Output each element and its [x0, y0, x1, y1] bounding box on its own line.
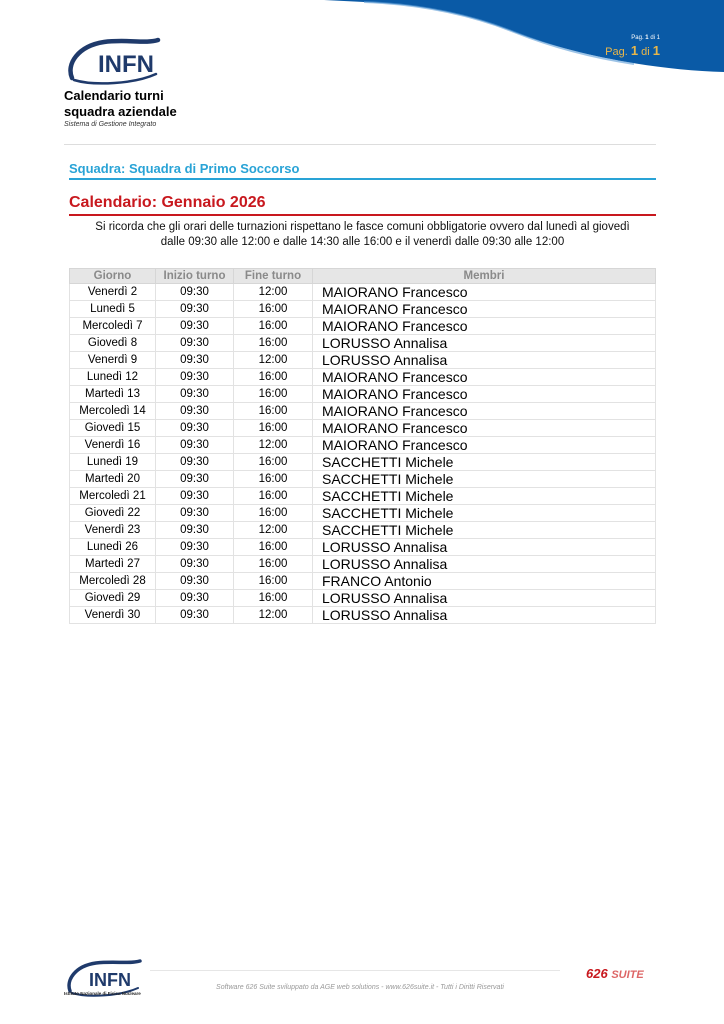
footer-logo-text: INFN	[89, 970, 131, 990]
table-row	[70, 437, 656, 454]
schedule-note-line1: Si ricorda che gli orari delle turnazioni rispettano le fasce comuni obbligatorie ovvero dal lunedì al giovedì	[95, 221, 630, 233]
table-row	[70, 318, 656, 335]
cell-giorno: Venerdì 16	[70, 437, 156, 454]
cell-membri: SACCHETTI Michele	[313, 505, 656, 522]
cell-membri: MAIORANO Francesco	[313, 284, 656, 301]
cell-fine-turno: 16:00	[234, 573, 313, 590]
cell-giorno: Lunedì 19	[70, 454, 156, 471]
brand-suite: SUITE	[611, 969, 644, 981]
cell-membri: MAIORANO Francesco	[313, 386, 656, 403]
cell-inizio-turno: 09:30	[156, 369, 234, 386]
cell-membri: LORUSSO Annalisa	[313, 556, 656, 573]
cell-membri: MAIORANO Francesco	[313, 318, 656, 335]
table-row	[70, 352, 656, 369]
table-row	[70, 573, 656, 590]
logo-text: INFN	[98, 51, 154, 78]
cell-inizio-turno: 09:30	[156, 573, 234, 590]
cell-fine-turno: 12:00	[234, 437, 313, 454]
cell-inizio-turno: 09:30	[156, 386, 234, 403]
cell-inizio-turno: 09:30	[156, 301, 234, 318]
cell-inizio-turno: 09:30	[156, 539, 234, 556]
cell-membri: MAIORANO Francesco	[313, 369, 656, 386]
cell-fine-turno: 16:00	[234, 369, 313, 386]
footer-credits: Software 626 Suite sviluppato da AGE web solutions - www.626suite.it - Tutti i Diritti Riservati	[216, 984, 504, 991]
page-number-small	[631, 35, 660, 41]
suite-brand-logo	[586, 966, 644, 981]
cell-membri: SACCHETTI Michele	[313, 522, 656, 539]
cell-inizio-turno: 09:30	[156, 352, 234, 369]
cell-giorno: Venerdì 23	[70, 522, 156, 539]
cell-giorno: Venerdì 2	[70, 284, 156, 301]
cell-giorno: Giovedì 8	[70, 335, 156, 352]
cell-membri: LORUSSO Annalisa	[313, 590, 656, 607]
page-number	[605, 43, 660, 58]
squad-heading: Squadra: Squadra di Primo Soccorso	[69, 161, 656, 180]
footer-logo-caption: Istituto Nazionale di Fisica Nucleare	[64, 991, 141, 996]
page-current: 1	[630, 43, 639, 58]
table-row	[70, 471, 656, 488]
table-row	[70, 505, 656, 522]
cell-inizio-turno: 09:30	[156, 488, 234, 505]
cell-membri: LORUSSO Annalisa	[313, 607, 656, 624]
cell-fine-turno: 16:00	[234, 590, 313, 607]
table-row	[70, 369, 656, 386]
cell-fine-turno: 12:00	[234, 607, 313, 624]
cell-inizio-turno: 09:30	[156, 556, 234, 573]
cell-inizio-turno: 09:30	[156, 590, 234, 607]
cell-inizio-turno: 09:30	[156, 403, 234, 420]
cell-membri: SACCHETTI Michele	[313, 454, 656, 471]
cell-membri: FRANCO Antonio	[313, 573, 656, 590]
cell-membri: MAIORANO Francesco	[313, 403, 656, 420]
cell-fine-turno: 16:00	[234, 505, 313, 522]
table-row	[70, 335, 656, 352]
cell-giorno: Venerdì 9	[70, 352, 156, 369]
brand-number: 626	[586, 966, 608, 981]
cell-membri: LORUSSO Annalisa	[313, 352, 656, 369]
cell-fine-turno: 16:00	[234, 556, 313, 573]
cell-giorno: Giovedì 15	[70, 420, 156, 437]
table-body	[70, 284, 656, 624]
page-small-total: 1	[656, 35, 660, 41]
table-row	[70, 420, 656, 437]
cell-giorno: Lunedì 5	[70, 301, 156, 318]
table-row	[70, 522, 656, 539]
cell-fine-turno: 12:00	[234, 284, 313, 301]
cell-inizio-turno: 09:30	[156, 437, 234, 454]
cell-giorno: Martedì 20	[70, 471, 156, 488]
schedule-note-line2: dalle 09:30 alle 12:00 e dalle 14:30 alle 16:00 e il venerdì dalle 09:30 alle 12:00	[160, 236, 565, 248]
cell-fine-turno: 16:00	[234, 454, 313, 471]
cell-fine-turno: 16:00	[234, 539, 313, 556]
cell-giorno: Martedì 13	[70, 386, 156, 403]
page-prefix: Pag.	[605, 46, 628, 58]
cell-fine-turno: 12:00	[234, 352, 313, 369]
cell-giorno: Martedì 27	[70, 556, 156, 573]
cell-inizio-turno: 09:30	[156, 454, 234, 471]
infn-logo	[64, 36, 164, 86]
cell-membri: MAIORANO Francesco	[313, 437, 656, 454]
table-header-row	[70, 269, 656, 284]
page-small-mid: di	[650, 35, 655, 41]
cell-membri: MAIORANO Francesco	[313, 420, 656, 437]
page-small-num: 1	[645, 35, 649, 41]
cell-giorno: Mercoledì 14	[70, 403, 156, 420]
cell-fine-turno: 16:00	[234, 488, 313, 505]
page-mid: di	[641, 46, 650, 58]
cell-inizio-turno: 09:30	[156, 607, 234, 624]
document-title-line2: squadra aziendale	[64, 104, 177, 119]
table-row	[70, 454, 656, 471]
cell-fine-turno: 16:00	[234, 301, 313, 318]
table-row	[70, 403, 656, 420]
cell-membri: LORUSSO Annalisa	[313, 335, 656, 352]
cell-giorno: Mercoledì 28	[70, 573, 156, 590]
header-fine-turno: Fine turno	[234, 269, 313, 284]
cell-inizio-turno: 09:30	[156, 471, 234, 488]
cell-inizio-turno: 09:30	[156, 318, 234, 335]
cell-giorno: Mercoledì 7	[70, 318, 156, 335]
header-wave-decoration	[324, 0, 724, 80]
document-subtitle: Sistema di Gestione Integrato	[64, 121, 157, 128]
table-row	[70, 284, 656, 301]
table-row	[70, 301, 656, 318]
table-row	[70, 539, 656, 556]
cell-fine-turno: 16:00	[234, 471, 313, 488]
header-inizio-turno: Inizio turno	[156, 269, 234, 284]
table-row	[70, 556, 656, 573]
cell-membri: SACCHETTI Michele	[313, 488, 656, 505]
cell-fine-turno: 16:00	[234, 420, 313, 437]
cell-fine-turno: 16:00	[234, 318, 313, 335]
shift-table	[69, 268, 656, 624]
cell-fine-turno: 12:00	[234, 522, 313, 539]
cell-fine-turno: 16:00	[234, 403, 313, 420]
table-row	[70, 386, 656, 403]
schedule-note	[69, 220, 656, 250]
cell-giorno: Venerdì 30	[70, 607, 156, 624]
header-membri: Membri	[313, 269, 656, 284]
cell-inizio-turno: 09:30	[156, 284, 234, 301]
cell-giorno: Lunedì 26	[70, 539, 156, 556]
table-row	[70, 607, 656, 624]
cell-inizio-turno: 09:30	[156, 522, 234, 539]
cell-giorno: Giovedì 29	[70, 590, 156, 607]
footer-divider	[150, 970, 560, 971]
cell-giorno: Giovedì 22	[70, 505, 156, 522]
cell-giorno: Lunedì 12	[70, 369, 156, 386]
calendar-heading: Calendario: Gennaio 2026	[69, 194, 656, 216]
table-row	[70, 590, 656, 607]
document-title	[64, 88, 177, 120]
cell-giorno: Mercoledì 21	[70, 488, 156, 505]
cell-inizio-turno: 09:30	[156, 505, 234, 522]
page-total: 1	[652, 43, 660, 58]
cell-membri: MAIORANO Francesco	[313, 301, 656, 318]
header-divider	[64, 144, 656, 145]
cell-fine-turno: 16:00	[234, 335, 313, 352]
table-row	[70, 488, 656, 505]
cell-membri: LORUSSO Annalisa	[313, 539, 656, 556]
cell-inizio-turno: 09:30	[156, 335, 234, 352]
cell-inizio-turno: 09:30	[156, 420, 234, 437]
cell-membri: SACCHETTI Michele	[313, 471, 656, 488]
document-title-line1: Calendario turni	[64, 88, 164, 103]
cell-fine-turno: 16:00	[234, 386, 313, 403]
header-giorno: Giorno	[70, 269, 156, 284]
page-small-prefix: Pag.	[631, 35, 644, 41]
